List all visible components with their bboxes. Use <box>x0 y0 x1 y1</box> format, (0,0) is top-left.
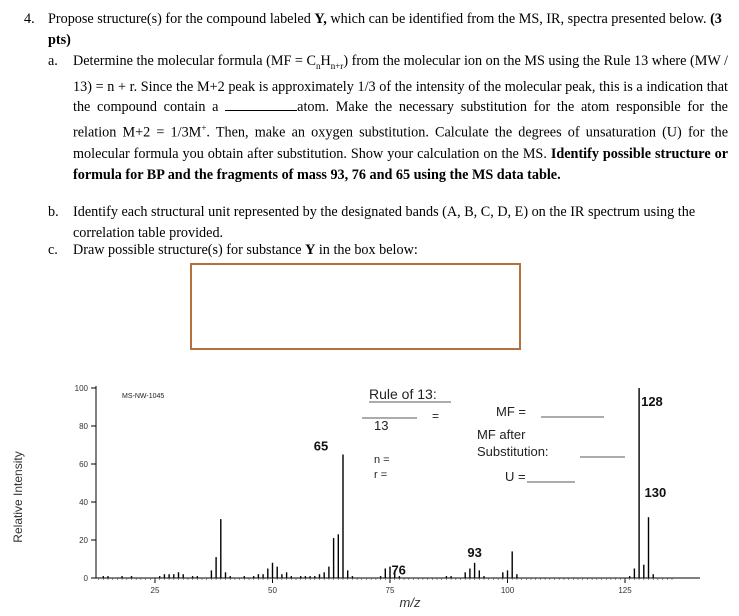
r-label: r = <box>374 469 388 481</box>
peak-label-76: 76 <box>391 562 406 578</box>
x-axis-label: m/z <box>399 595 421 610</box>
part-a-text-1: Determine the molecular formula (MF = C <box>73 53 316 69</box>
intro-text: Propose structure(s) for the compound labeled <box>48 11 315 27</box>
intro-rest: which can be identified from the MS, IR, spectra presented below. <box>326 11 711 27</box>
y-tick-label: 0 <box>83 574 88 583</box>
subscript-n: n <box>315 60 321 71</box>
n-label: n = <box>374 454 390 466</box>
peaks <box>103 388 653 578</box>
structure-answer-box[interactable] <box>190 263 521 350</box>
x-tick-label: 100 <box>500 586 515 595</box>
hydrogen-h: H <box>320 53 331 69</box>
points: (3 pts) <box>48 11 722 48</box>
part-c-label: c. <box>48 242 58 258</box>
peak-labels <box>314 394 666 577</box>
part-b-text: Identify each structural unit represented by the designated bands (A, B, C, D, E) on the IR spectrum using the correlation table provided. <box>73 204 696 241</box>
part-c-text-1: Draw possible structure(s) for substance <box>73 242 306 258</box>
y-axis-label: Relative Intensity <box>11 451 25 543</box>
rule-equals: = <box>432 409 440 423</box>
y-tick-label: 60 <box>79 460 88 469</box>
rule-title: Rule of 13: <box>369 386 437 402</box>
spectrum-code: MS-NW-1045 <box>122 393 165 400</box>
part-a-label: a. <box>48 53 58 69</box>
peak-label-128: 128 <box>641 394 663 409</box>
part-b-label: b. <box>48 204 59 220</box>
x-tick-label: 75 <box>385 586 395 595</box>
superscript-plus: + <box>201 123 207 134</box>
subscript-n-r: n+r <box>330 60 344 71</box>
part-a-text-3: atom. Make the necessary substitution for the atom responsible for the relation M+2 = 1/3M <box>73 99 728 141</box>
mf-label: MF = <box>496 404 526 419</box>
atom-blank[interactable] <box>225 99 297 111</box>
y-tick-label: 40 <box>79 498 88 507</box>
mass-spectrum <box>0 380 739 611</box>
y-tick-label: 20 <box>79 536 88 545</box>
question-number: 4. <box>24 11 35 27</box>
question-intro <box>48 9 728 51</box>
mf-after-label-1: MF after <box>477 427 526 442</box>
part-c-compound-y: Y <box>305 242 316 258</box>
part-c-text <box>73 240 728 261</box>
part-a-text-4: . Then, make an oxygen substitution. Calculate the degrees of unsaturation (U) for the molecular formula you obtain after substitution. Show your calculation on the MS. <box>73 124 728 162</box>
u-label: U = <box>505 469 526 484</box>
x-tick-label: 25 <box>150 586 160 595</box>
peak-label-65: 65 <box>313 438 329 454</box>
part-c-text-2: in the box below: <box>315 242 418 258</box>
x-tick-label: 125 <box>618 586 632 595</box>
part-a-text-2: ) from the molecular ion on the MS using the Rule 13 where (MW / 13) = n + r. Since the M+2 peak is approximately 1/3 of the intensity of the molecular peak, this is a indication that the compound contain a <box>73 53 728 116</box>
y-tick-label: 100 <box>74 384 88 393</box>
mass-spectrum-chart <box>0 380 739 611</box>
y-tick-label: 80 <box>79 422 88 431</box>
y-ticks <box>75 384 96 583</box>
compound-y: Y, <box>314 11 327 27</box>
rule-denominator: 13 <box>374 418 389 433</box>
part-a-text <box>73 51 728 185</box>
mf-after-label-2: Substitution: <box>477 444 549 459</box>
peak-label-93: 93 <box>467 544 482 560</box>
x-ticks <box>151 578 633 595</box>
part-a-bold-instruction: Identify possible structure or formula for BP and the fragments of mass 93, 76 and 65 using the MS data table. <box>73 145 728 183</box>
peak-label-130: 130 <box>644 485 667 500</box>
x-tick-label: 50 <box>268 586 277 595</box>
